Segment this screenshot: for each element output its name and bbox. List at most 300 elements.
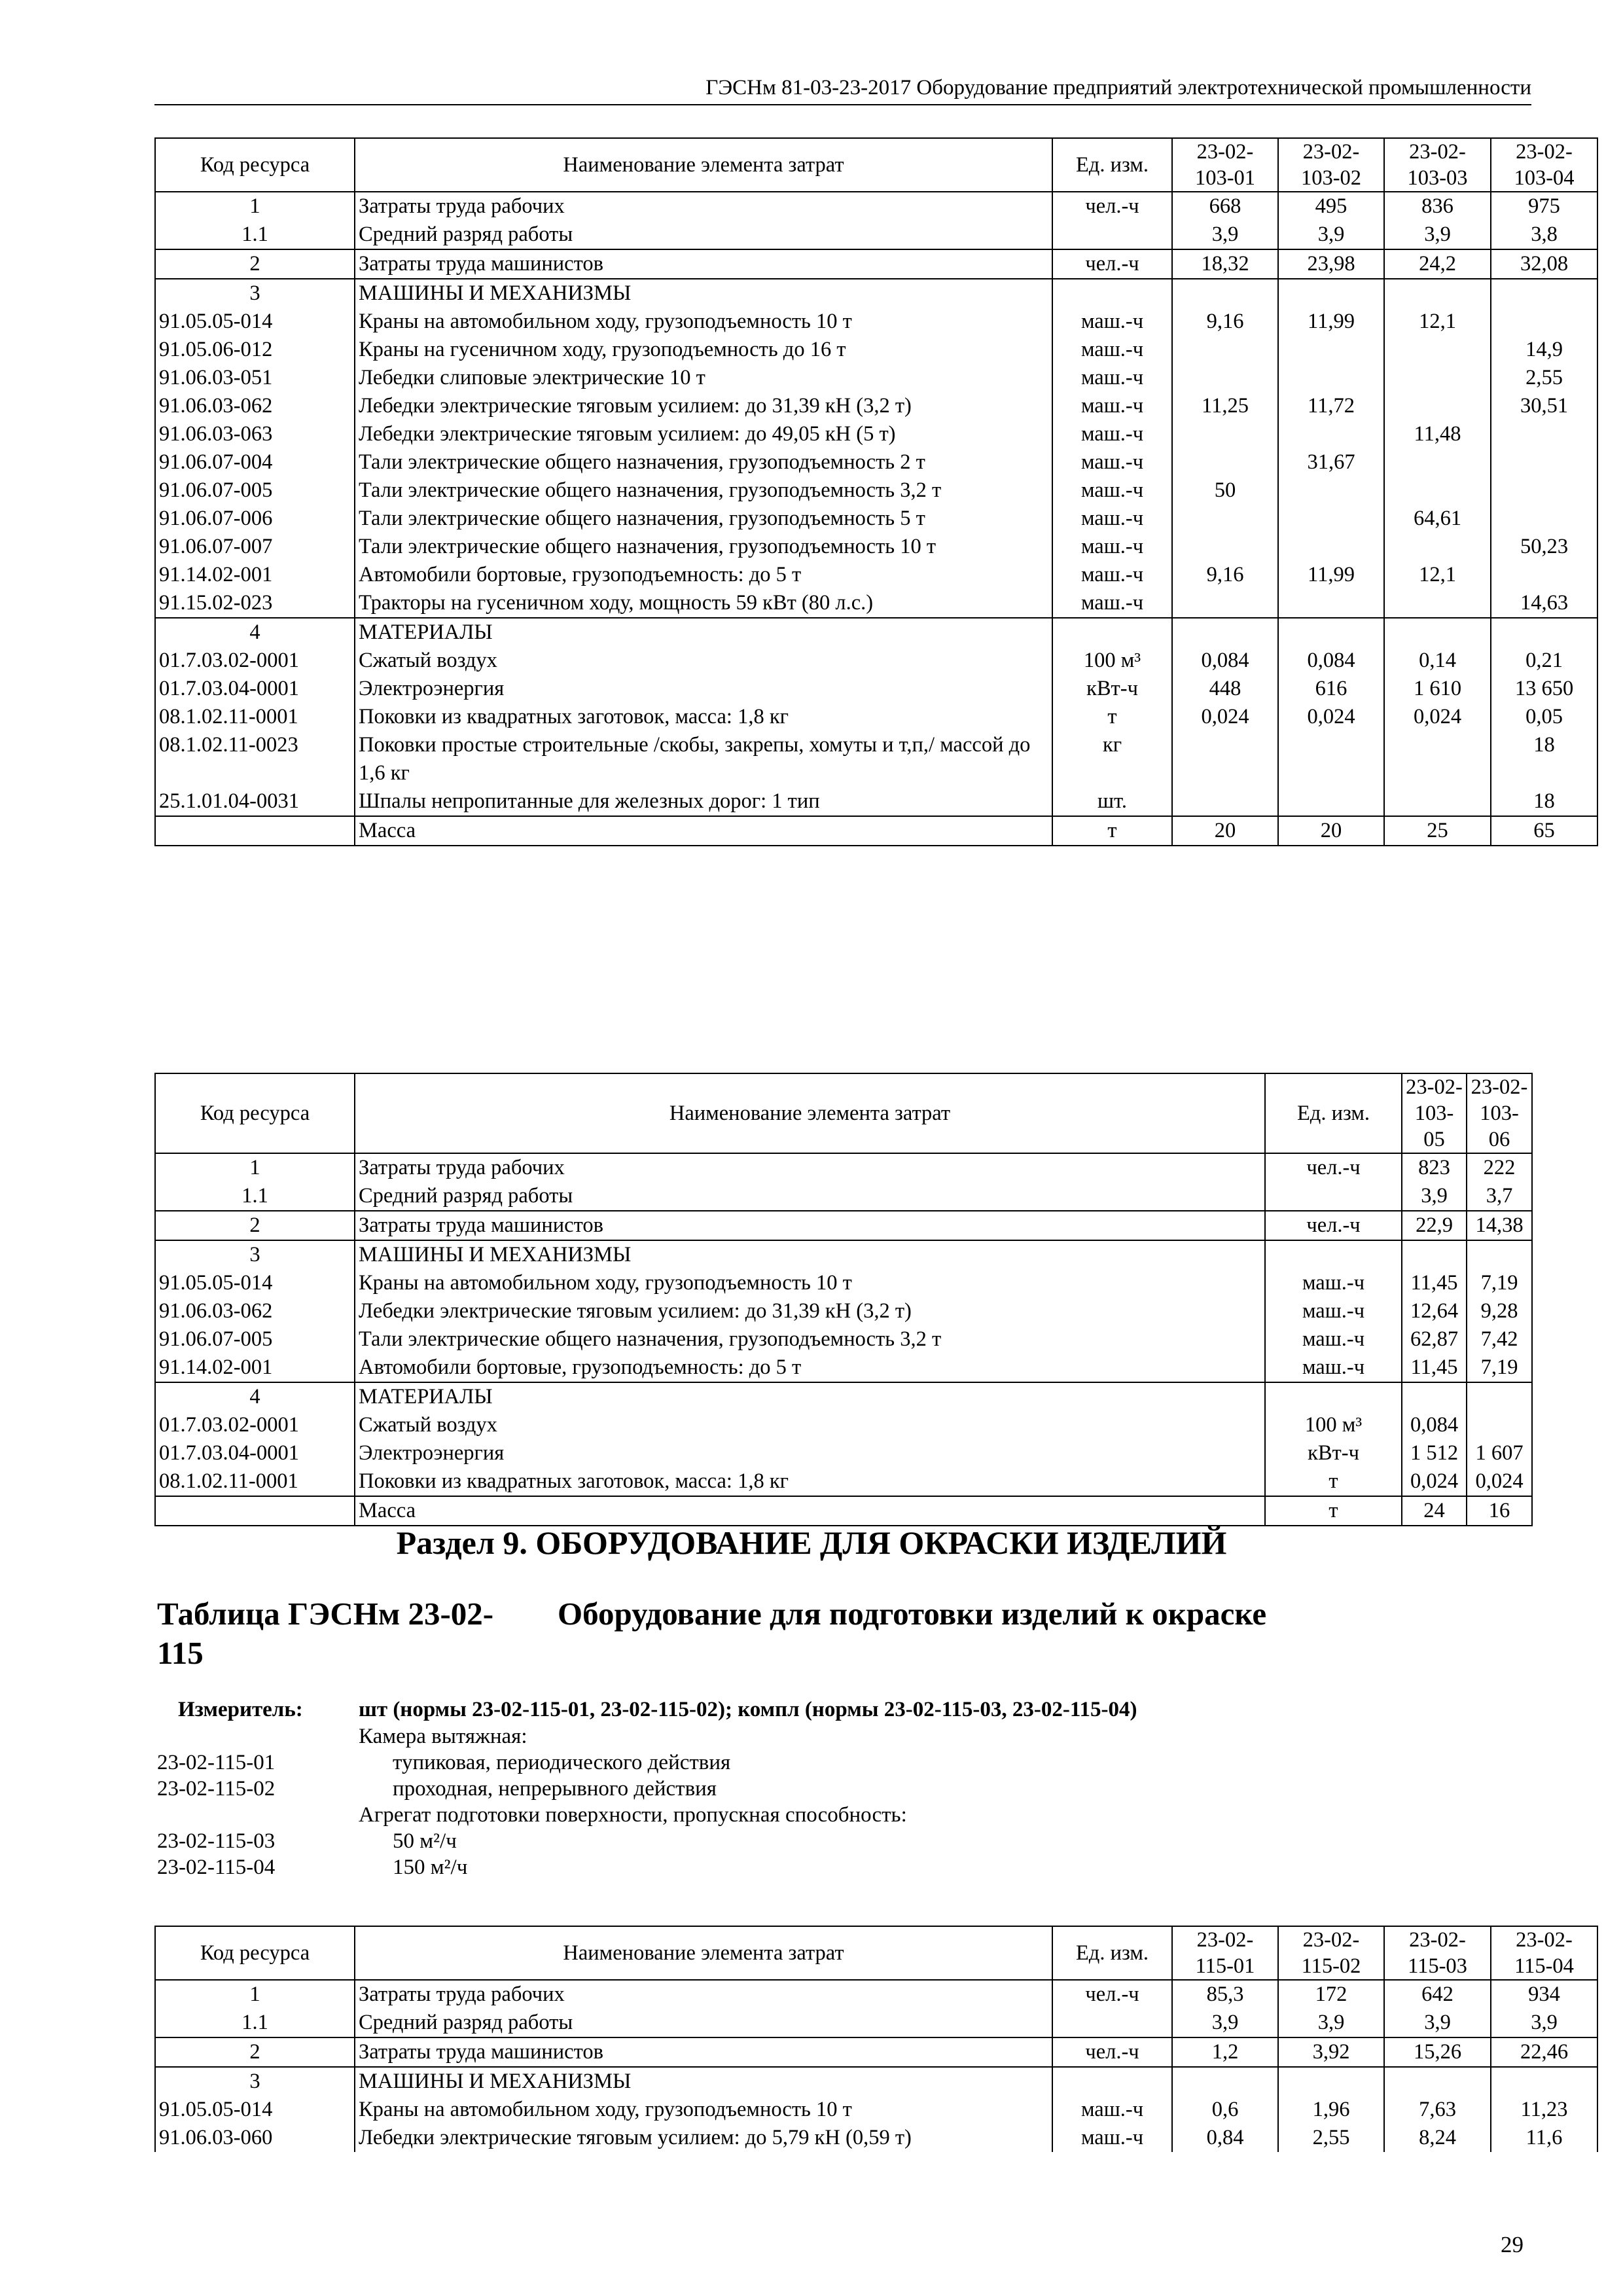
norm-code-line: 23-02- (1196, 140, 1254, 164)
value-cell: 0,084 (1172, 647, 1278, 675)
value-cell (1491, 476, 1597, 505)
table-row (155, 279, 1597, 308)
unit (1052, 2009, 1172, 2037)
resource-code: 1.1 (155, 2009, 355, 2037)
value-cell: 3,9 (1172, 2009, 1278, 2037)
value-cell: 3,9 (1384, 221, 1491, 249)
norm-code-line: 103-05 (1414, 1102, 1454, 1151)
value-cell: 9,28 (1467, 1297, 1532, 1325)
col-header-unit: Ед. изм. (1052, 138, 1172, 192)
resource-name: Лебедки электрические тяговым усилием: до 31,39 кН (3,2 т) (355, 392, 1052, 420)
col-header-norm (1491, 1926, 1597, 1980)
unit: т (1052, 816, 1172, 846)
unit: маш.-ч (1052, 392, 1172, 420)
value-cell (1491, 2067, 1597, 2096)
table-row (155, 249, 1597, 279)
col-header-name: Наименование элемента затрат (355, 1926, 1052, 1980)
resource-name: Тракторы на гусеничном ходу, мощность 59 кВт (80 л.с.) (355, 589, 1052, 618)
value-cell: 11,99 (1278, 561, 1384, 589)
unit: чел.-ч (1052, 192, 1172, 221)
table-row (155, 1153, 1532, 1182)
value-cell: 20 (1278, 816, 1384, 846)
resource-code: 25.1.01.04-0031 (155, 787, 355, 816)
unit: маш.-ч (1265, 1269, 1402, 1297)
resource-code: 1 (155, 1153, 355, 1182)
unit (1052, 2067, 1172, 2096)
measurer-item: Агрегат подготовки поверхности, пропускная способность: (359, 1803, 907, 1827)
value-cell: 2,55 (1278, 2124, 1384, 2152)
resource-code: 91.06.03-062 (155, 1297, 355, 1325)
value-cell (1491, 505, 1597, 533)
norm-code-line: 115-03 (1408, 1954, 1467, 1978)
value-cell: 32,08 (1491, 249, 1597, 279)
resource-name: МАШИНЫ И МЕХАНИЗМЫ (355, 279, 1052, 308)
value-cell (1278, 2067, 1384, 2096)
unit: маш.-ч (1052, 561, 1172, 589)
value-cell: 11,45 (1402, 1354, 1467, 1382)
resource-code: 1 (155, 1980, 355, 2009)
col-header-norm (1402, 1073, 1467, 1153)
unit: 100 м³ (1265, 1411, 1402, 1439)
col-header-code: Код ресурса (155, 1073, 355, 1153)
unit: чел.-ч (1052, 249, 1172, 279)
value-cell (1384, 279, 1491, 308)
value-cell: 0,024 (1384, 703, 1491, 731)
value-cell: 18,32 (1172, 249, 1278, 279)
value-cell: 9,16 (1172, 308, 1278, 336)
value-cell: 18 (1491, 731, 1597, 787)
running-header: ГЭСНм 81-03-23-2017 Оборудование предприятий электротехнической промышленности (154, 76, 1531, 105)
resource-name: Краны на автомобильном ходу, грузоподъемность 10 т (355, 1269, 1265, 1297)
measurer-code: 23-02-115-03 (157, 1829, 276, 1853)
resource-code: 91.05.05-014 (155, 308, 355, 336)
resource-name: Затраты труда машинистов (355, 2037, 1052, 2067)
value-cell: 8,24 (1384, 2124, 1491, 2152)
table-row (155, 675, 1597, 703)
measurer-code: 23-02-115-02 (157, 1777, 276, 1801)
value-cell (1172, 420, 1278, 448)
value-cell (1278, 476, 1384, 505)
value-cell: 64,61 (1384, 505, 1491, 533)
resource-name: Тали электрические общего назначения, грузоподъемность 3,2 т (355, 476, 1052, 505)
value-cell (1384, 476, 1491, 505)
value-cell: 0,024 (1278, 703, 1384, 731)
norm-code-line: 103-03 (1407, 166, 1468, 190)
value-cell: 1,2 (1172, 2037, 1278, 2067)
norm-code-line: 23-02- (1196, 1928, 1254, 1952)
resource-name: Автомобили бортовые, грузоподъемность: до 5 т (355, 561, 1052, 589)
col-header-unit: Ед. изм. (1052, 1926, 1172, 1980)
table-row (155, 2009, 1597, 2037)
value-cell: 30,51 (1491, 392, 1597, 420)
table-row (155, 364, 1597, 392)
resource-name: МАШИНЫ И МЕХАНИЗМЫ (355, 2067, 1052, 2096)
value-cell (1278, 533, 1384, 561)
resource-name: Автомобили бортовые, грузоподъемность: до 5 т (355, 1354, 1265, 1382)
table-row (155, 336, 1597, 364)
value-cell: 1 607 (1467, 1439, 1532, 1467)
value-cell: 448 (1172, 675, 1278, 703)
table-row (155, 1467, 1532, 1496)
unit: маш.-ч (1052, 2124, 1172, 2152)
value-cell (1278, 336, 1384, 364)
unit: т (1052, 703, 1172, 731)
value-cell: 20 (1172, 816, 1278, 846)
unit: маш.-ч (1052, 420, 1172, 448)
resource-code: 08.1.02.11-0001 (155, 1467, 355, 1496)
table-row (155, 1269, 1532, 1297)
value-cell (1491, 561, 1597, 589)
value-cell: 3,92 (1278, 2037, 1384, 2067)
value-cell: 11,25 (1172, 392, 1278, 420)
value-cell: 15,26 (1384, 2037, 1491, 2067)
value-cell: 3,9 (1402, 1182, 1467, 1211)
section-title: Раздел 9. ОБОРУДОВАНИЕ ДЛЯ ОКРАСКИ ИЗДЕЛИЙ (396, 1524, 1227, 1561)
resource-name: Электроэнергия (355, 1439, 1265, 1467)
unit (1052, 221, 1172, 249)
norm-code-line: 23-02- (1409, 1928, 1466, 1952)
resource-name: МАТЕРИАЛЫ (355, 1382, 1265, 1411)
col-header-norm (1172, 1926, 1278, 1980)
resource-code: 01.7.03.04-0001 (155, 1439, 355, 1467)
col-header-norm (1278, 1926, 1384, 1980)
value-cell: 11,6 (1491, 2124, 1597, 2152)
value-cell: 0,024 (1172, 703, 1278, 731)
value-cell (1172, 364, 1278, 392)
unit: 100 м³ (1052, 647, 1172, 675)
resource-name: Тали электрические общего назначения, грузоподъемность 10 т (355, 533, 1052, 561)
table-id-line2: 115 (157, 1635, 204, 1671)
unit: кВт-ч (1052, 675, 1172, 703)
resource-name: МАШИНЫ И МЕХАНИЗМЫ (355, 1240, 1265, 1269)
value-cell: 24 (1402, 1496, 1467, 1526)
unit: т (1265, 1496, 1402, 1526)
value-cell: 0,024 (1402, 1467, 1467, 1496)
value-cell (1278, 505, 1384, 533)
norm-code-line: 103-06 (1480, 1102, 1519, 1151)
table-row (155, 1325, 1532, 1354)
resource-code: 91.14.02-001 (155, 1354, 355, 1382)
value-cell (1384, 787, 1491, 816)
value-cell: 0,05 (1491, 703, 1597, 731)
table-row (155, 703, 1597, 731)
resource-name: Масса (355, 816, 1052, 846)
value-cell (1384, 2067, 1491, 2096)
unit: маш.-ч (1052, 308, 1172, 336)
value-cell: 13 650 (1491, 675, 1597, 703)
norm-code-line: 103-01 (1194, 166, 1256, 190)
resource-name: Средний разряд работы (355, 1182, 1265, 1211)
value-cell: 7,63 (1384, 2096, 1491, 2124)
resource-code: 91.14.02-001 (155, 561, 355, 589)
value-cell (1278, 364, 1384, 392)
unit: маш.-ч (1052, 448, 1172, 476)
value-cell: 0,84 (1172, 2124, 1278, 2152)
value-cell (1467, 1382, 1532, 1411)
value-cell (1402, 1240, 1467, 1269)
value-cell: 0,14 (1384, 647, 1491, 675)
col-header-unit: Ед. изм. (1265, 1073, 1402, 1153)
value-cell: 3,8 (1491, 221, 1597, 249)
value-cell: 1 610 (1384, 675, 1491, 703)
value-cell (1172, 336, 1278, 364)
value-cell (1384, 533, 1491, 561)
norm-code-line: 23-02- (1406, 1075, 1463, 1099)
table-row (155, 1182, 1532, 1211)
norm-code-line: 23-02- (1516, 140, 1573, 164)
norm-code-line: 103-04 (1514, 166, 1575, 190)
value-cell (1384, 618, 1491, 647)
value-cell (1172, 589, 1278, 618)
col-header-code: Код ресурса (155, 1926, 355, 1980)
table-row (155, 1297, 1532, 1325)
resource-code: 1.1 (155, 1182, 355, 1211)
unit (1265, 1182, 1402, 1211)
resource-code: 1.1 (155, 221, 355, 249)
value-cell (1278, 731, 1384, 787)
value-cell: 0,084 (1278, 647, 1384, 675)
table-title: Оборудование для подготовки изделий к окраске (558, 1596, 1267, 1632)
resource-table-115 (154, 1926, 1598, 2152)
resource-name: МАТЕРИАЛЫ (355, 618, 1052, 647)
value-cell: 12,1 (1384, 308, 1491, 336)
unit: маш.-ч (1265, 1354, 1402, 1382)
col-header-name: Наименование элемента затрат (355, 1073, 1265, 1153)
value-cell: 12,64 (1402, 1297, 1467, 1325)
resource-code: 2 (155, 1211, 355, 1240)
unit (1052, 618, 1172, 647)
value-cell: 23,98 (1278, 249, 1384, 279)
value-cell: 3,9 (1278, 2009, 1384, 2037)
resource-name: Затраты труда рабочих (355, 1153, 1265, 1182)
resource-code: 91.06.07-004 (155, 448, 355, 476)
value-cell: 616 (1278, 675, 1384, 703)
resource-table-103-01-04 (154, 137, 1598, 846)
unit: маш.-ч (1265, 1297, 1402, 1325)
value-cell: 0,6 (1172, 2096, 1278, 2124)
resource-name: Лебедки электрические тяговым усилием: до 5,79 кН (0,59 т) (355, 2124, 1052, 2152)
resource-code: 08.1.02.11-0001 (155, 703, 355, 731)
unit (1052, 279, 1172, 308)
unit: маш.-ч (1052, 476, 1172, 505)
resource-name: Тали электрические общего назначения, грузоподъемность 3,2 т (355, 1325, 1265, 1354)
resource-name: Электроэнергия (355, 675, 1052, 703)
measurer-code: 23-02-115-04 (157, 1856, 276, 1879)
value-cell: 9,16 (1172, 561, 1278, 589)
value-cell (1467, 1240, 1532, 1269)
resource-name: Тали электрические общего назначения, грузоподъемность 2 т (355, 448, 1052, 476)
value-cell: 24,2 (1384, 249, 1491, 279)
table-row (155, 392, 1597, 420)
unit: маш.-ч (1052, 336, 1172, 364)
value-cell: 172 (1278, 1980, 1384, 2009)
resource-name: Лебедки электрические тяговым усилием: до 49,05 кН (5 т) (355, 420, 1052, 448)
resource-code: 4 (155, 618, 355, 647)
value-cell: 3,9 (1491, 2009, 1597, 2037)
unit (1265, 1240, 1402, 1269)
resource-code: 91.06.07-005 (155, 1325, 355, 1354)
col-header-norm (1467, 1073, 1532, 1153)
resource-code: 91.15.02-023 (155, 589, 355, 618)
resource-name: Затраты труда машинистов (355, 1211, 1265, 1240)
value-cell (1278, 420, 1384, 448)
measurer-item: тупиковая, периодического действия (393, 1751, 731, 1774)
resource-name: Поковки из квадратных заготовок, масса: 1,8 кг (355, 1467, 1265, 1496)
mass-row (155, 1496, 1532, 1526)
unit: маш.-ч (1052, 533, 1172, 561)
value-cell (1491, 618, 1597, 647)
resource-code: 3 (155, 2067, 355, 2096)
table-row (155, 192, 1597, 221)
value-cell: 495 (1278, 192, 1384, 221)
resource-name: Масса (355, 1496, 1265, 1526)
resource-code: 91.05.06-012 (155, 336, 355, 364)
table-row (155, 589, 1597, 618)
value-cell (1278, 279, 1384, 308)
unit: маш.-ч (1052, 505, 1172, 533)
value-cell: 16 (1467, 1496, 1532, 1526)
resource-name: Средний разряд работы (355, 2009, 1052, 2037)
resource-code: 01.7.03.04-0001 (155, 675, 355, 703)
unit: кВт-ч (1265, 1439, 1402, 1467)
measurer-item: 150 м²/ч (393, 1856, 468, 1879)
norm-code-line: 115-04 (1514, 1954, 1574, 1978)
resource-name: Краны на автомобильном ходу, грузоподъемность 10 т (355, 2096, 1052, 2124)
resource-name: Шпалы непропитанные для железных дорог: 1 тип (355, 787, 1052, 816)
resource-name: Тали электрические общего назначения, грузоподъемность 5 т (355, 505, 1052, 533)
norm-code-line: 23-02- (1302, 140, 1360, 164)
resource-code: 2 (155, 249, 355, 279)
measurer-text: шт (нормы 23-02-115-01, 23-02-115-02); компл (нормы 23-02-115-03, 23-02-115-04) (359, 1698, 1137, 1721)
unit: маш.-ч (1265, 1325, 1402, 1354)
norm-code-line: 23-02- (1471, 1075, 1528, 1099)
col-header-code: Код ресурса (155, 138, 355, 192)
norm-code-line: 23-02- (1302, 1928, 1360, 1952)
value-cell: 1 512 (1402, 1439, 1467, 1467)
col-header-norm (1172, 138, 1278, 192)
unit: маш.-ч (1052, 589, 1172, 618)
unit: т (1265, 1467, 1402, 1496)
resource-name: Затраты труда машинистов (355, 249, 1052, 279)
table-row (155, 221, 1597, 249)
value-cell: 3,9 (1278, 221, 1384, 249)
measurer-code: 23-02-115-01 (157, 1751, 276, 1774)
resource-code: 91.06.03-060 (155, 2124, 355, 2152)
table-row (155, 1211, 1532, 1240)
norm-code-line: 115-01 (1195, 1954, 1255, 1978)
col-header-name: Наименование элемента затрат (355, 138, 1052, 192)
value-cell: 31,67 (1278, 448, 1384, 476)
resource-code: 3 (155, 1240, 355, 1269)
norm-code-line: 115-02 (1301, 1954, 1361, 1978)
table-row (155, 505, 1597, 533)
value-cell: 50 (1172, 476, 1278, 505)
value-cell: 18 (1491, 787, 1597, 816)
col-header-norm (1384, 138, 1491, 192)
table-row (155, 1354, 1532, 1382)
value-cell (1384, 589, 1491, 618)
value-cell: 65 (1491, 816, 1597, 846)
resource-code: 01.7.03.02-0001 (155, 647, 355, 675)
value-cell: 62,87 (1402, 1325, 1467, 1354)
table-row (155, 2067, 1597, 2096)
unit: чел.-ч (1052, 2037, 1172, 2067)
value-cell: 11,23 (1491, 2096, 1597, 2124)
resource-code: 91.06.03-063 (155, 420, 355, 448)
measurer-item: Камера вытяжная: (359, 1725, 527, 1748)
value-cell (1172, 2067, 1278, 2096)
unit: кг (1052, 731, 1172, 787)
value-cell (1491, 448, 1597, 476)
value-cell: 14,63 (1491, 589, 1597, 618)
table-row (155, 2037, 1597, 2067)
value-cell: 975 (1491, 192, 1597, 221)
value-cell: 12,1 (1384, 561, 1491, 589)
norm-code-line: 23-02- (1516, 1928, 1573, 1952)
value-cell (1172, 279, 1278, 308)
unit: маш.-ч (1052, 2096, 1172, 2124)
table-row (155, 731, 1597, 787)
table-row (155, 2124, 1597, 2152)
resource-table-103-05-06 (154, 1073, 1533, 1526)
col-header-norm (1384, 1926, 1491, 1980)
value-cell (1172, 533, 1278, 561)
value-cell: 0,21 (1491, 647, 1597, 675)
resource-name: Сжатый воздух (355, 1411, 1265, 1439)
value-cell: 11,45 (1402, 1269, 1467, 1297)
resource-code (155, 1496, 355, 1526)
measurer-item: 50 м²/ч (393, 1829, 457, 1853)
value-cell: 0,084 (1402, 1411, 1467, 1439)
resource-name: Краны на гусеничном ходу, грузоподъемность до 16 т (355, 336, 1052, 364)
value-cell: 7,19 (1467, 1354, 1532, 1382)
value-cell: 14,9 (1491, 336, 1597, 364)
value-cell (1278, 618, 1384, 647)
resource-name: Затраты труда рабочих (355, 192, 1052, 221)
value-cell (1467, 1411, 1532, 1439)
value-cell: 0,024 (1467, 1467, 1532, 1496)
value-cell: 3,7 (1467, 1182, 1532, 1211)
resource-name: Затраты труда рабочих (355, 1980, 1052, 2009)
value-cell (1278, 589, 1384, 618)
table-row (155, 618, 1597, 647)
table-row (155, 1411, 1532, 1439)
value-cell (1491, 308, 1597, 336)
value-cell: 22,9 (1402, 1211, 1467, 1240)
resource-code: 2 (155, 2037, 355, 2067)
value-cell (1172, 618, 1278, 647)
resource-code: 1 (155, 192, 355, 221)
value-cell: 85,3 (1172, 1980, 1278, 2009)
table-row (155, 448, 1597, 476)
table-row (155, 1240, 1532, 1269)
unit: чел.-ч (1265, 1211, 1402, 1240)
value-cell: 2,55 (1491, 364, 1597, 392)
unit (1265, 1382, 1402, 1411)
value-cell: 22,46 (1491, 2037, 1597, 2067)
value-cell (1384, 731, 1491, 787)
value-cell: 1,96 (1278, 2096, 1384, 2124)
col-header-norm (1491, 138, 1597, 192)
resource-code: 91.05.05-014 (155, 1269, 355, 1297)
value-cell (1384, 448, 1491, 476)
value-cell: 11,72 (1278, 392, 1384, 420)
value-cell (1172, 448, 1278, 476)
resource-name: Поковки простые строительные /скобы, закрепы, хомуты и т,п,/ массой до 1,6 кг (355, 731, 1052, 787)
table-row (155, 308, 1597, 336)
resource-code: 91.06.07-006 (155, 505, 355, 533)
value-cell: 836 (1384, 192, 1491, 221)
